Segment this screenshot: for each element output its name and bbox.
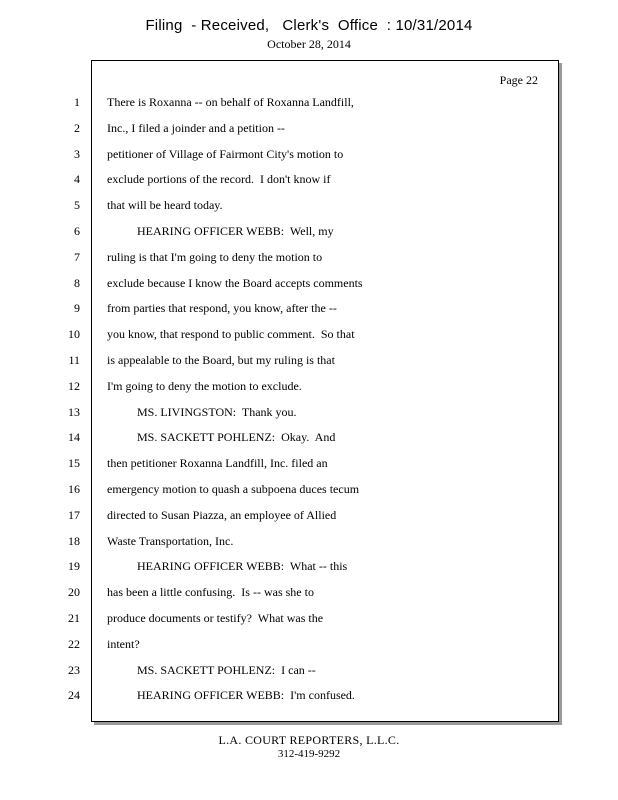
court-reporter-name: L.A. COURT REPORTERS, L.L.C. bbox=[218, 733, 400, 747]
transcript-line: HEARING OFFICER WEBB: I'm confused. bbox=[107, 688, 355, 703]
transcript-line: directed to Susan Piazza, an employee of Allied bbox=[107, 507, 337, 522]
line-number: 19 bbox=[68, 559, 80, 574]
transcript-line: exclude portions of the record. I don't know if bbox=[107, 172, 331, 187]
line-number: 2 bbox=[74, 120, 80, 135]
line-number: 10 bbox=[68, 327, 80, 342]
transcript-line: produce documents or testify? What was the bbox=[107, 611, 324, 625]
line-number: 9 bbox=[74, 301, 80, 316]
line-number: 14 bbox=[68, 430, 80, 445]
line-number: 24 bbox=[68, 688, 80, 703]
transcript-line: HEARING OFFICER WEBB: What -- this bbox=[107, 559, 348, 574]
court-reporter-phone: 312-419-9292 bbox=[277, 748, 341, 760]
line-number: 6 bbox=[74, 224, 80, 238]
line-number: 5 bbox=[74, 198, 80, 213]
transcript-line: is appealable to the Board, but my ruling is that bbox=[107, 353, 335, 367]
line-number: 7 bbox=[74, 249, 80, 264]
line-number: 12 bbox=[68, 378, 80, 393]
transcript-line: then petitioner Roxanna Landfill, Inc. filed an bbox=[107, 456, 328, 471]
line-number: 15 bbox=[68, 456, 80, 471]
transcript-line: MS. SACKETT POHLENZ: I can -- bbox=[107, 662, 316, 677]
transcript-line: Waste Transportation, Inc. bbox=[107, 533, 234, 548]
line-number: 13 bbox=[68, 404, 80, 419]
transcript-line: ruling is that I'm going to deny the motion to bbox=[107, 249, 323, 264]
transcript-line: emergency motion to quash a subpoena duces tecum bbox=[107, 482, 360, 496]
transcript-line: that will be heard today. bbox=[107, 198, 223, 213]
line-number: 23 bbox=[68, 662, 80, 677]
transcript-line: HEARING OFFICER WEBB: Well, my bbox=[107, 224, 334, 238]
line-number: 1 bbox=[74, 95, 80, 109]
line-number: 18 bbox=[68, 533, 80, 548]
line-number: 22 bbox=[68, 636, 80, 651]
line-number: 11 bbox=[68, 353, 80, 367]
transcript-line: you know, that respond to public comment. So that bbox=[107, 327, 355, 342]
transcript-line: exclude because I know the Board accepts comments bbox=[107, 275, 363, 290]
hearing-date: October 28, 2014 bbox=[267, 37, 351, 51]
transcript-line: MS. SACKETT POHLENZ: Okay. And bbox=[107, 430, 336, 445]
transcript-line: intent? bbox=[107, 636, 140, 651]
line-number: 20 bbox=[68, 585, 80, 600]
filing-stamp-header: Filing - Received, Clerk's Office : 10/31/2014 bbox=[145, 17, 473, 34]
line-number: 21 bbox=[68, 611, 80, 625]
line-number: 16 bbox=[68, 482, 80, 496]
transcript-line: MS. LIVINGSTON: Thank you. bbox=[107, 404, 297, 419]
line-number: 4 bbox=[74, 172, 80, 187]
transcript-line: Inc., I filed a joinder and a petition -- bbox=[107, 120, 285, 135]
transcript-line: from parties that respond, you know, after the -- bbox=[107, 301, 337, 316]
line-number: 17 bbox=[68, 507, 80, 522]
line-number: 3 bbox=[74, 146, 80, 161]
line-number: 8 bbox=[74, 275, 80, 290]
transcript-line: There is Roxanna -- on behalf of Roxanna Landfill, bbox=[107, 95, 354, 109]
transcript-line: I'm going to deny the motion to exclude. bbox=[107, 378, 302, 393]
page-number: Page 22 bbox=[499, 73, 538, 87]
transcript-line: has been a little confusing. Is -- was she to bbox=[107, 585, 314, 600]
transcript-line: petitioner of Village of Fairmont City's motion to bbox=[107, 146, 344, 161]
